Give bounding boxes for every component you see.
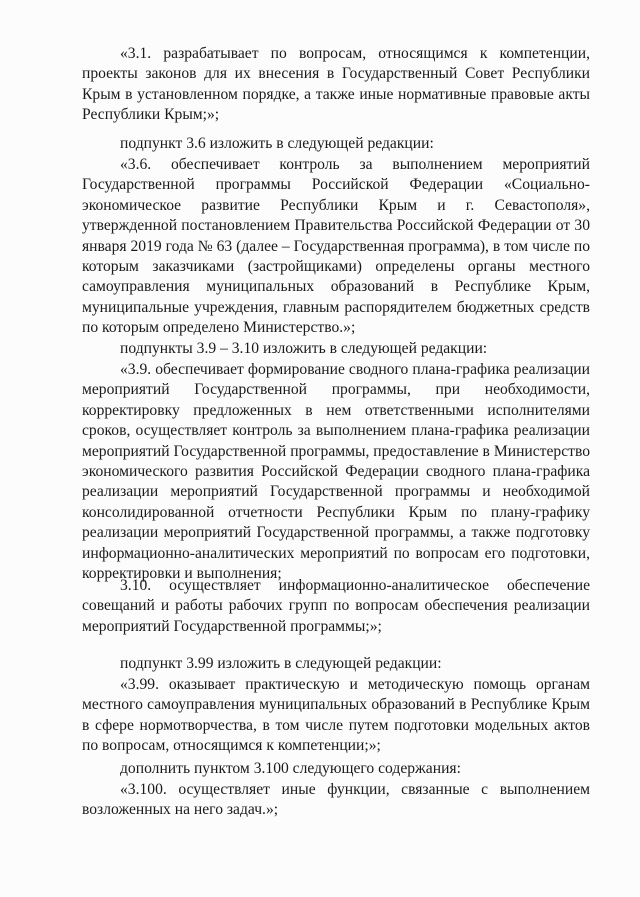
paragraph-3-6: «3.6. обеспечивает контроль за выполнением мероприятий Государственной программы Российской Федерации «Социально-экономическое развитие Республики Крым и г. Севастополя», утвержденной постановлением Правительства Российской Федерации от 30 января 2019 года № 63 (далее – Государственная программа), в том числе по которым заказчиками (застройщиками) определены органы местного самоуправления муниципальных образований в Республике Крым, муниципальные учреждения, главным распорядителем бюджетных средств по которым определено Министерство.»; xyxy=(82,156,590,337)
instruction-3-100: дополнить пунктом 3.100 следующего содержания: xyxy=(120,760,461,777)
paragraph-3-10: 3.10. осуществляет информационно-аналитическое обеспечение совещаний и работы рабочих групп по вопросам обеспечения реализации мероприятий Государственной программы;»; xyxy=(82,577,590,635)
paragraph-3-1: «3.1. разрабатывает по вопросам, относящимся к компетенции, проекты законов для их внесения в Государственный Совет Республики Крым в установленном порядке, а также иные нормативные правовые акты Республики Крым;»; xyxy=(82,45,590,124)
paragraph-3-99: «3.99. оказывает практическую и методическую помощь органам местного самоуправления муниципальных образований в Республике Крым в сфере нормотворчества, в том числе путем подготовки модельных актов по вопросам, относящимся к компетенции;»; xyxy=(82,676,590,755)
paragraph-3-100: «3.100. осуществляет иные функции, связанные с выполнением возложенных на него задач.»; xyxy=(82,781,590,819)
instruction-3-9-3-10: подпункты 3.9 – 3.10 изложить в следующей редакции: xyxy=(120,340,488,357)
instruction-3-99: подпункт 3.99 изложить в следующей редакции: xyxy=(120,655,442,672)
paragraph-3-9: «3.9. обеспечивает формирование сводного плана-графика реализации мероприятий Государственной программы, при необходимости, корректировку предложенных в нем ответственными исполнителями сроков, осуществляет контроль за выполнением плана-графика реализации мероприятий Государственной программы, предоставление в Министерство экономического развития Российской Федерации сводного плана-графика реализации мероприятий Государственной программы и необходимой консолидированной отчетности Республики Крым по плану-графику реализации мероприятий Государственной программы, а также подготовку информационно-аналитических мероприятий по вопросам его подготовки, корректировки и выполнения; xyxy=(82,361,590,583)
instruction-3-6: подпункт 3.6 изложить в следующей редакции: xyxy=(120,135,434,152)
